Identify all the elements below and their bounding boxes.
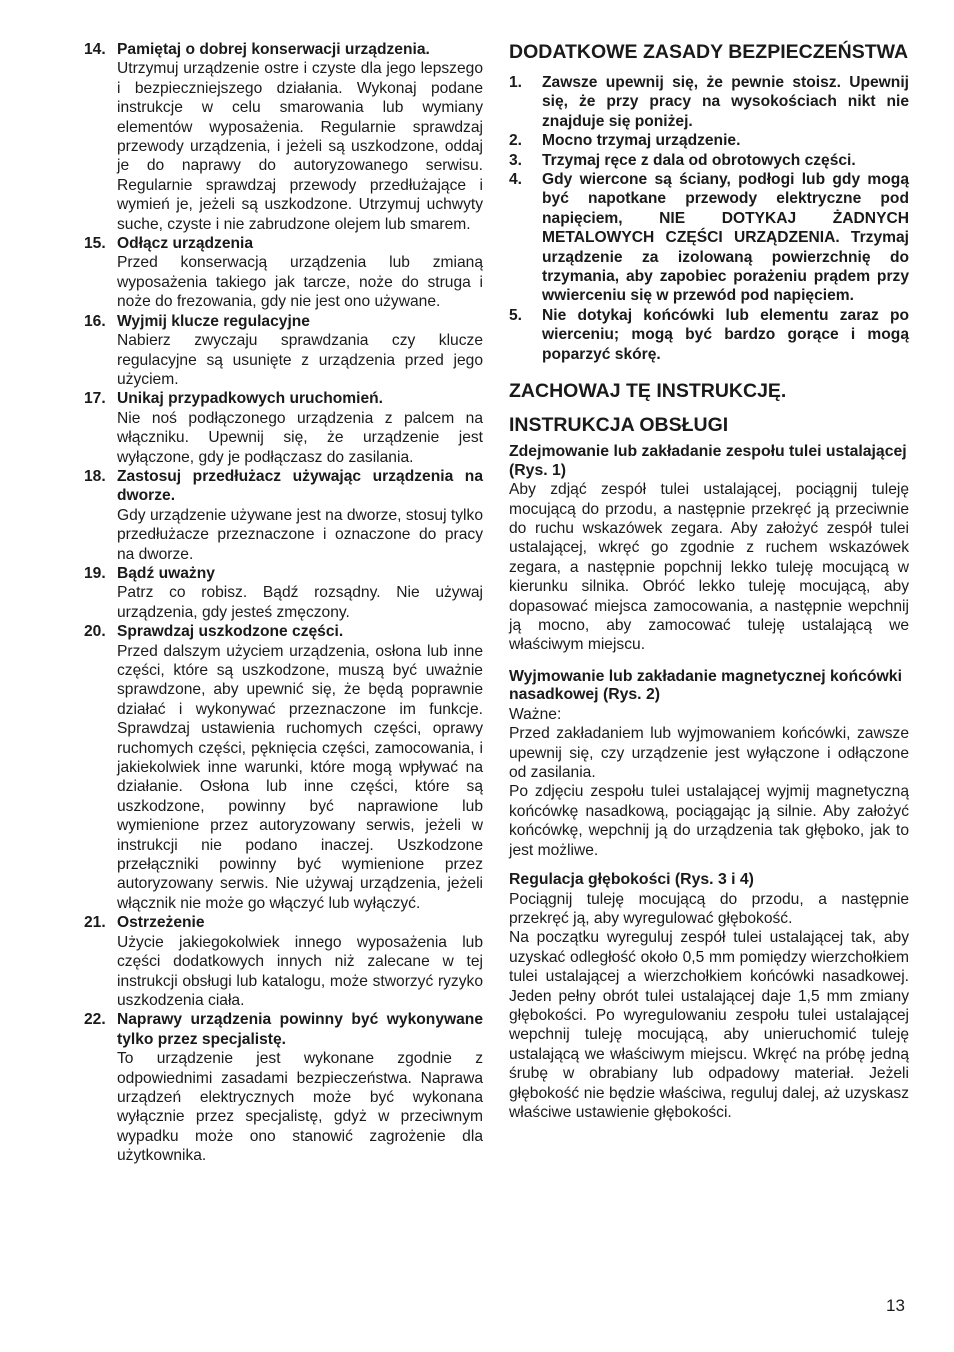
rule-number: 3. xyxy=(509,151,523,169)
list-item xyxy=(84,40,483,234)
item-number: 15. xyxy=(84,235,106,253)
safety-rule xyxy=(509,151,909,170)
section-paragraph: Przed zakładaniem lub wyjmowaniem końcówki, zawsze upewnij się, czy urządzenie jest wyłączone i odłączone od zasilania. xyxy=(509,725,909,781)
rule-number: 4. xyxy=(509,171,523,189)
right-column xyxy=(509,40,909,1122)
rule-text: Mocno trzymaj urządzenie. xyxy=(542,132,741,150)
list-item xyxy=(84,234,483,312)
item-text: Przed konserwacją urządzenia lub zmianą wyposażenia takiego jak tarcze, noże do struga i noże do frezowania, gdy nie jest ono używane. xyxy=(117,254,483,311)
item-text: Utrzymuj urządzenie ostre i czyste dla jego lepszego i bezpieczniejszego działania. Wykonaj podane instrukcje w celu smarowania lub wymiany elementów wyposażenia. Regularnie sprawdzaj przewody urządzenia, i jeżeli są uszkodzone, oddaj je do naprawy do autoryzowanego serwisu. Regularnie sprawdzaj przewody przedłużające i wymień je, jeżeli są uszkodzone. Utrzymuj uchwyty suche, czyste i nie zabrudzone olejem lub smarem. xyxy=(117,60,483,233)
list-item xyxy=(84,467,483,564)
item-title: Odłącz urządzenia xyxy=(117,235,254,253)
safety-heading: DODATKOWE ZASADY BEZPIECZEŃSTWA xyxy=(509,41,909,63)
item-text: Nabierz zwyczaju sprawdzania czy klucze regulacyjne są usunięte z urządzenia przed jego użyciem. xyxy=(117,332,483,388)
section-paragraph: Na początku wyreguluj zespół tulei ustalającej tak, aby uzyskać odległość około 0,5 mm pomiędzy wierzchołkiem tulei ustalającej a wierzchołkiem końcówki nasadkowej. Jeden pełny obrót tulei ustalającej daje 1,5 mm zmiany głębokości. Po wyregulowaniu zespołu tulei ustalającej wepchnij tuleję mocującą, aby unieruchomić tuleję ustalającą we właściwym miejscu. Wkręć na próbę jedną śrubę w obrabiany lub odpadowy materiał. Jeżeli głębokość nie będzie właściwa, reguluj dalej, aż uzyskasz właściwe ustawienie głębokości. xyxy=(509,929,909,1121)
item-text: To urządzenie jest wykonane zgodnie z odpowiednimi zasadami bezpieczeństwa. Naprawa urządzeń elektrycznych może być wykonana wyłącznie przez specjalistę, gdyż w przeciwnym wypadku może ono stanowić zagrożenie dla użytkownika. xyxy=(117,1050,483,1165)
item-number: 19. xyxy=(84,564,106,582)
rule-text: Gdy wiercone są ściany, podłogi lub gdy mogą być napotkane przewody elektryczne pod napięciem, NIE DOTYKAJ ŻADNYCH METALOWYCH CZĘŚCI URZĄDZENIA. Trzymaj urządzenie za izolowaną powierzchnię do trzymania, aby zapobiec porażeniu prądem przy wwierceniu się w przewód pod napięciem. xyxy=(542,171,909,305)
safety-rule xyxy=(509,170,909,306)
item-number: 20. xyxy=(84,623,106,641)
section-heading: Zdejmowanie lub zakładanie zespołu tulei ustalającej (Rys. 1) xyxy=(509,443,907,479)
rule-text: Trzymaj ręce z dala od obrotowych części. xyxy=(542,151,856,169)
item-text: Patrz co robisz. Bądź rozsądny. Nie używaj urządzenia, gdy jesteś zmęczony. xyxy=(117,584,483,621)
item-title: Ostrzeżenie xyxy=(117,914,205,932)
operation-heading: INSTRUKCJA OBSŁUGI xyxy=(509,414,729,437)
save-instructions-heading: ZACHOWAJ TĘ INSTRUKCJĘ. xyxy=(509,380,787,403)
page-number: 13 xyxy=(886,1296,905,1315)
item-text: Gdy urządzenie używane jest na dworze, stosuj tylko przedłużacze przeznaczone i oznaczone do pracy na dworze. xyxy=(117,506,483,563)
list-item xyxy=(84,622,483,913)
item-number: 22. xyxy=(84,1011,106,1029)
list-item xyxy=(84,913,483,1010)
item-title: Bądź uważny xyxy=(117,564,215,582)
section-paragraph: Ważne: xyxy=(509,705,562,723)
section-paragraph: Pociągnij tuleję mocującą do przodu, a następnie przekręć ją, aby wyregulować głębokość. xyxy=(509,890,909,927)
rule-number: 5. xyxy=(509,306,523,324)
list-item xyxy=(84,1010,483,1165)
item-number: 18. xyxy=(84,467,106,485)
left-column xyxy=(84,40,483,1166)
section-paragraph: Po zdjęciu zespołu tulei ustalającej wyjmij magnetyczną końcówkę nasadkową, pociągając ją silnie. Aby założyć końcówkę, wepchnij ją do urządzenia tak głęboko, jak to jest możliwe. xyxy=(509,783,909,859)
item-title: Pamiętaj o dobrej konserwacji urządzenia. xyxy=(117,41,430,58)
item-text: Nie noś podłączonego urządzenia z palcem na włączniku. Upewnij się, że urządzenie jest wyłączone, gdy je podłączasz do zasilania. xyxy=(117,409,483,466)
rule-text: Zawsze upewnij się, że pewnie stoisz. Upewnij się, że przy pracy na wysokościach nikt nie znajduje się poniżej. xyxy=(542,74,909,130)
item-text: Przed dalszym użyciem urządzenia, osłona lub inne części, które są uszkodzone, muszą być uważnie sprawdzone, aby upewnić się, że będą poprawnie działać i wykonywać przeznaczone im funkcje. Sprawdzaj ustawienia ruchomych części, oprawy ruchomych części, pęknięcia części, zamocowania, i jakiekolwiek inne warunki, które mogą wpływać na działanie. Osłona lub inne części, które są uszkodzone, powinny być naprawione lub wymienione przez autoryzowany serwis, jeżeli w instrukcji nie podano inaczej. Uszkodzone przełączniki powinny być wymienione przez autoryzowany serwis. Nie używaj urządzenia, jeżeli włącznik nie może go włączyć lub wyłączyć. xyxy=(117,642,483,912)
item-title: Zastosuj przedłużacz używając urządzenia na dworze. xyxy=(117,467,483,505)
item-title: Unikaj przypadkowych uruchomień. xyxy=(117,390,384,408)
rule-text: Nie dotykaj końcówki lub elementu zaraz po wierceniu; mogą być bardzo gorące i mogą poparzyć skórę. xyxy=(542,306,909,363)
section-paragraph: Aby zdjąć zespół tulei ustalającej, pociągnij tuleję mocującą do przodu, a następnie przekręć ją przeciwnie do ruchu wskazówek zegara. Aby założyć zespół tulei ustalającej, wkręć go zgodnie z ruchem wskazówek zegara, a następnie popchnij lekko tuleję mocującą w kierunku silnika. Obróć lekko tuleję mocującą, aby dopasować miejsca zamocowania, a następnie wepchnij ją mocno, aby zamocować tuleję ustalającą we właściwym miejscu. xyxy=(509,481,909,654)
safety-rule xyxy=(509,306,909,364)
item-title: Wyjmij klucze regulacyjne xyxy=(117,312,310,330)
item-number: 21. xyxy=(84,914,106,932)
list-item xyxy=(84,312,483,390)
item-number: 17. xyxy=(84,390,106,408)
safety-rule xyxy=(509,131,909,150)
section-heading: Wyjmowanie lub zakładanie magnetycznej końcówki nasadkowej (Rys. 2) xyxy=(509,667,902,704)
safety-rule xyxy=(509,73,909,131)
list-item xyxy=(84,564,483,622)
rule-number: 2. xyxy=(509,132,523,150)
rule-number: 1. xyxy=(509,74,523,91)
item-number: 16. xyxy=(84,312,106,330)
section-heading: Regulacja głębokości (Rys. 3 i 4) xyxy=(509,871,754,888)
item-number: 14. xyxy=(84,41,106,58)
item-text: Użycie jakiegokolwiek innego wyposażenia lub części dodatkowych innych niż zalecane w tej instrukcji obsługi lub katalogu, może stworzyć ryzyko uszkodzenia ciała. xyxy=(117,933,483,1009)
item-title: Naprawy urządzenia powinny być wykonywane tylko przez specjalistę. xyxy=(117,1011,483,1048)
item-title: Sprawdzaj uszkodzone części. xyxy=(117,623,344,641)
list-item xyxy=(84,389,483,467)
